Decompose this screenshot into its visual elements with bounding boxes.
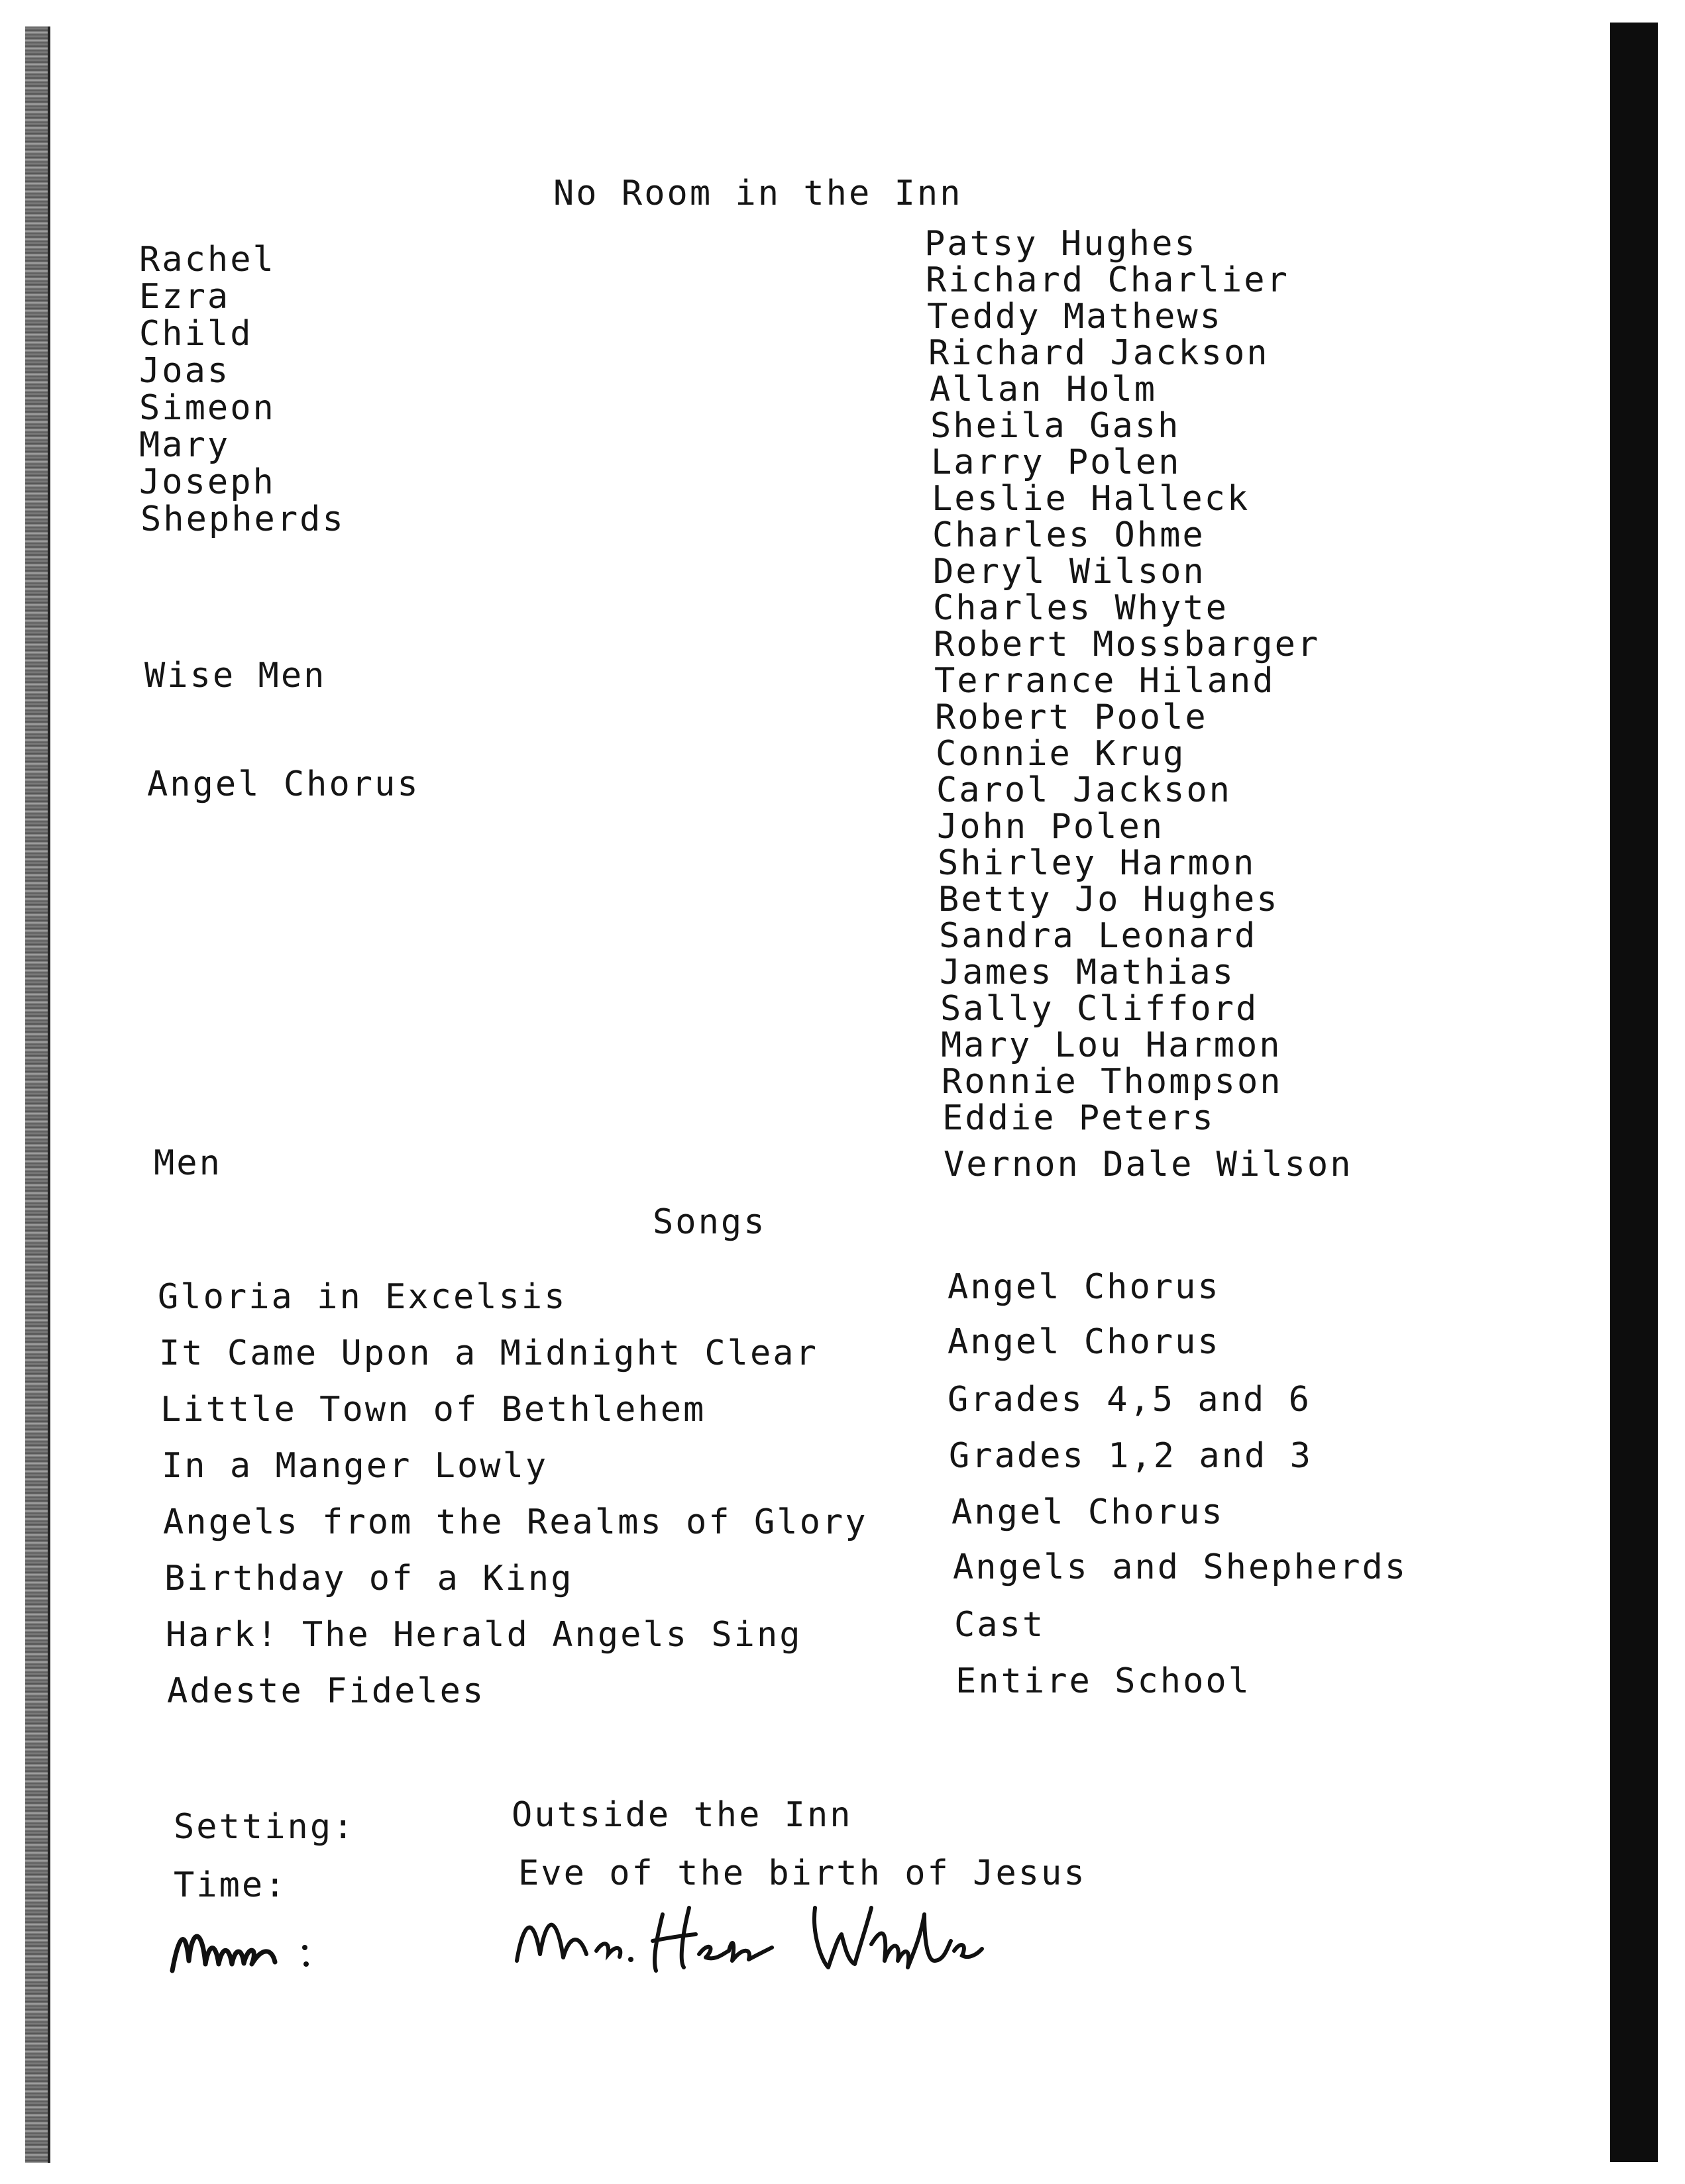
role-mary: Mary [139, 425, 231, 465]
group-wise-men: Wise Men [144, 656, 327, 696]
handwritten-music-label [166, 1908, 351, 1987]
song-performer: Angel Chorus [948, 1267, 1221, 1307]
actor-name: Sally Clifford [940, 989, 1259, 1029]
role-shepherds: Shepherds [140, 499, 345, 539]
group-angel-chorus: Angel Chorus [147, 764, 420, 804]
actor-name: Eddie Peters [942, 1098, 1215, 1138]
song-title: Little Town of Bethlehem [160, 1390, 706, 1430]
actor-name: Betty Jo Hughes [938, 880, 1279, 919]
actor-name: Richard Jackson [928, 333, 1270, 373]
scan-edge-bar [1610, 23, 1658, 2162]
actor-name: Patsy Hughes [924, 224, 1197, 264]
actor-name: Charles Whyte [933, 588, 1228, 628]
song-performer: Angels and Shepherds [953, 1547, 1408, 1587]
song-title: Gloria in Excelsis [158, 1277, 567, 1317]
role-joseph: Joseph [139, 462, 276, 502]
actor-name: Robert Poole [935, 698, 1208, 737]
setting-label: Setting: [174, 1807, 356, 1847]
actor-name: Sandra Leonard [939, 916, 1258, 956]
actor-name: Richard Charlier [926, 260, 1289, 300]
binding-line [48, 26, 50, 2163]
song-performer: Angel Chorus [951, 1492, 1224, 1532]
binding-edge [25, 26, 48, 2163]
actor-name: James Mathias [940, 953, 1235, 992]
song-performer: Angel Chorus [948, 1322, 1221, 1362]
actor-name: Deryl Wilson [933, 552, 1206, 592]
actor-name: Ronnie Thompson [942, 1062, 1283, 1102]
actor-name: Allan Holm [930, 370, 1158, 409]
time-value: Eve of the birth of Jesus [518, 1853, 1087, 1893]
actor-name: Mary Lou Harmon [941, 1025, 1282, 1065]
song-performer: Cast [954, 1605, 1046, 1645]
song-performer: Entire School [955, 1661, 1251, 1701]
song-performer: Grades 4,5 and 6 [948, 1380, 1311, 1420]
role-child: Child [139, 314, 253, 354]
role-ezra: Ezra [139, 277, 231, 317]
songs-heading: Songs [653, 1202, 767, 1242]
actor-name: Connie Krug [936, 734, 1186, 774]
actor-name: Teddy Mathews [927, 297, 1223, 337]
song-title: In a Manger Lowly [162, 1446, 549, 1486]
actor-name: Sheila Gash [930, 406, 1181, 446]
song-title: Adeste Fideles [167, 1671, 486, 1711]
time-label: Time: [174, 1865, 288, 1905]
actor-name: John Polen [937, 807, 1165, 847]
song-title: Angels from the Realms of Glory [163, 1502, 868, 1542]
role-rachel: Rachel [139, 240, 276, 280]
actor-name: Leslie Halleck [932, 479, 1250, 519]
actor-name: Charles Ohme [932, 515, 1205, 555]
actor-name: Terrance Hiland [934, 661, 1276, 701]
role-simeon: Simeon [139, 388, 276, 428]
actor-name: Larry Polen [931, 442, 1181, 482]
actor-name: Shirley Harmon [938, 843, 1256, 883]
actor-name: Carol Jackson [936, 770, 1232, 810]
role-joas: Joas [139, 351, 231, 391]
song-title: It Came Upon a Midnight Clear [159, 1333, 818, 1373]
document-title: No Room in the Inn [553, 174, 963, 213]
setting-value: Outside the Inn [512, 1795, 853, 1835]
actor-name: Robert Mossbarger [934, 625, 1321, 664]
handwritten-signature [510, 1888, 987, 1987]
group-men: Men [154, 1143, 222, 1183]
actor-name: Vernon Dale Wilson [944, 1145, 1353, 1184]
song-performer: Grades 1,2 and 3 [949, 1436, 1313, 1476]
song-title: Hark! The Herald Angels Sing [166, 1615, 802, 1655]
song-title: Birthday of a King [164, 1559, 574, 1598]
